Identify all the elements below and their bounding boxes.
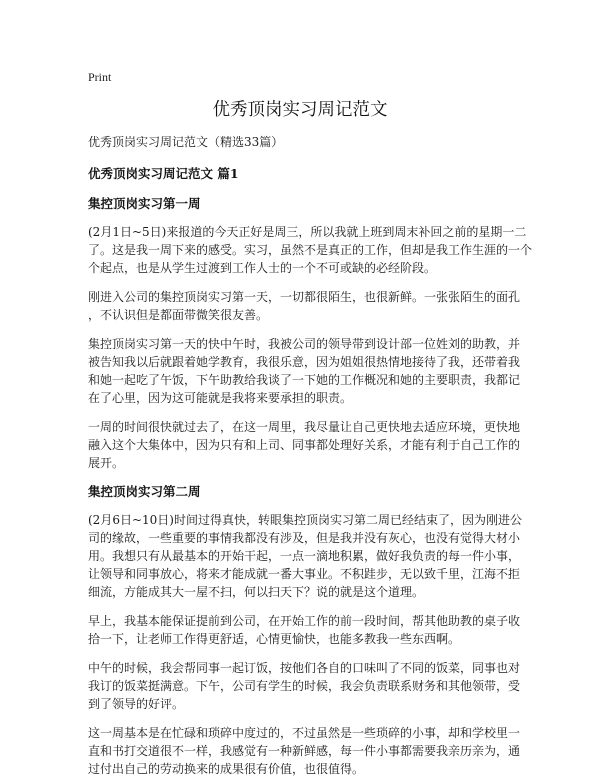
paragraph-line: 用。我想只有从最基本的开始干起，一点一滴地积累，做好我负责的每一件小事， [88,549,521,563]
paragraph-line: 被告知我以后就跟着她学教育，我很乐意，因为姐姐很热情地接待了我，还带着我 [88,355,521,369]
paragraph-line: 司的缘故，一些重要的事情我都没有涉及，但是我并没有灰心，也没有觉得大材小 [88,531,521,545]
paragraph [88,612,521,648]
paragraph-line: 拾一下，让老师工作得更舒适，心情更愉快，也能多教我一些东西啊。 [88,632,461,646]
paragraph [88,511,522,601]
paragraph [88,418,521,472]
paragraph-line: 中午的时候，我会帮同事一起订饭，按他们各自的口味叫了不同的饭菜，同事也对 [88,661,521,675]
paragraph-line: 过付出自己的劳动换来的成果很有价值，也很值得。 [88,762,365,776]
page-title: 优秀顶岗实习周记范文 [212,100,388,120]
paragraph-line: 一周的时间很快就过去了，在这一周里，我尽量让自己更快地去适应环境，更快地 [88,420,521,434]
week2-heading: 集控顶岗实习第二周 [88,484,201,499]
paragraph-line: (2月1日~5日)来报道的今天正好是周三，所以我就上班到周末补回之前的星期一二 [88,225,527,239]
paragraph-line: 个起点，也是从学生过渡到工作人士的一个不可或缺的必经阶段。 [88,261,437,275]
paragraph-line: 这一周基本是在忙碌和琐碎中度过的，不过虽然是一些琐碎的小事，却和学校里一 [88,726,521,740]
paragraph-line: 让领导和同事放心，将来才能成就一番大事业。不积跬步，无以致千里，江海不拒 [88,567,521,581]
week1-heading: 集控顶岗实习第一周 [88,196,201,211]
paragraph-line: 展开。 [88,456,125,470]
document-subtitle: 优秀顶岗实习周记范文（精选33篇） [88,135,284,149]
paragraph-line: 和她一起吃了午饭，下午助教给我谈了一下她的工作概况和她的主要职责，我都记 [88,373,521,387]
print-link[interactable]: Print [88,70,112,84]
paragraph-line: 了。这是我一周下来的感受。实习，虽然不是真正的工作，但却是我工作生涯的一个 [88,243,533,257]
paragraph-line: 在了心里，因为这可能就是我将来要承担的职责。 [88,391,353,405]
paragraph-line: 融入这个大集体中，因为只有和上司、同事都处理好关系，才能有利于自己工作的 [88,438,521,452]
paragraph [88,223,533,277]
week1-body [88,223,533,472]
paragraph-line: 直和书打交道很不一样，我感觉有一种新鲜感，每一件小事都需要我亲历亲为，通 [88,744,521,758]
paragraph [88,288,521,324]
paragraph [88,659,521,713]
paragraph-line: 集控顶岗实习第一天的快中午时，我被公司的领导带到设计部一位姓刘的助教，并 [88,337,521,351]
paragraph-line: 刚进入公司的集控顶岗实习第一天，一切都很陌生，也很新鲜。一张张陌生的面孔 [88,290,521,304]
paragraph [88,335,521,407]
week2-body [88,511,522,778]
paragraph-line: 到了领导的好评。 [88,697,185,711]
paragraph-line: (2月6日~10日)时间过得真快，转眼集控顶岗实习第二周已经结束了，因为刚进公 [88,513,522,527]
paragraph-line: 早上，我基本能保证提前到公司，在开始工作的前一段时间，帮其他助教的桌子收 [88,614,521,628]
paragraph-line: ，不认识但是都面带微笑很友善。 [88,308,269,322]
section-heading: 优秀顶岗实习周记范文 篇1 [88,166,239,181]
paragraph-line: 细流，方能成其大一屋不扫，何以扫天下？说的就是这个道理。 [88,585,425,599]
paragraph-line: 我订的饭菜挺满意。下午，公司有学生的时候，我会负责联系财务和其他领带，受 [88,679,521,693]
paragraph [88,724,521,778]
